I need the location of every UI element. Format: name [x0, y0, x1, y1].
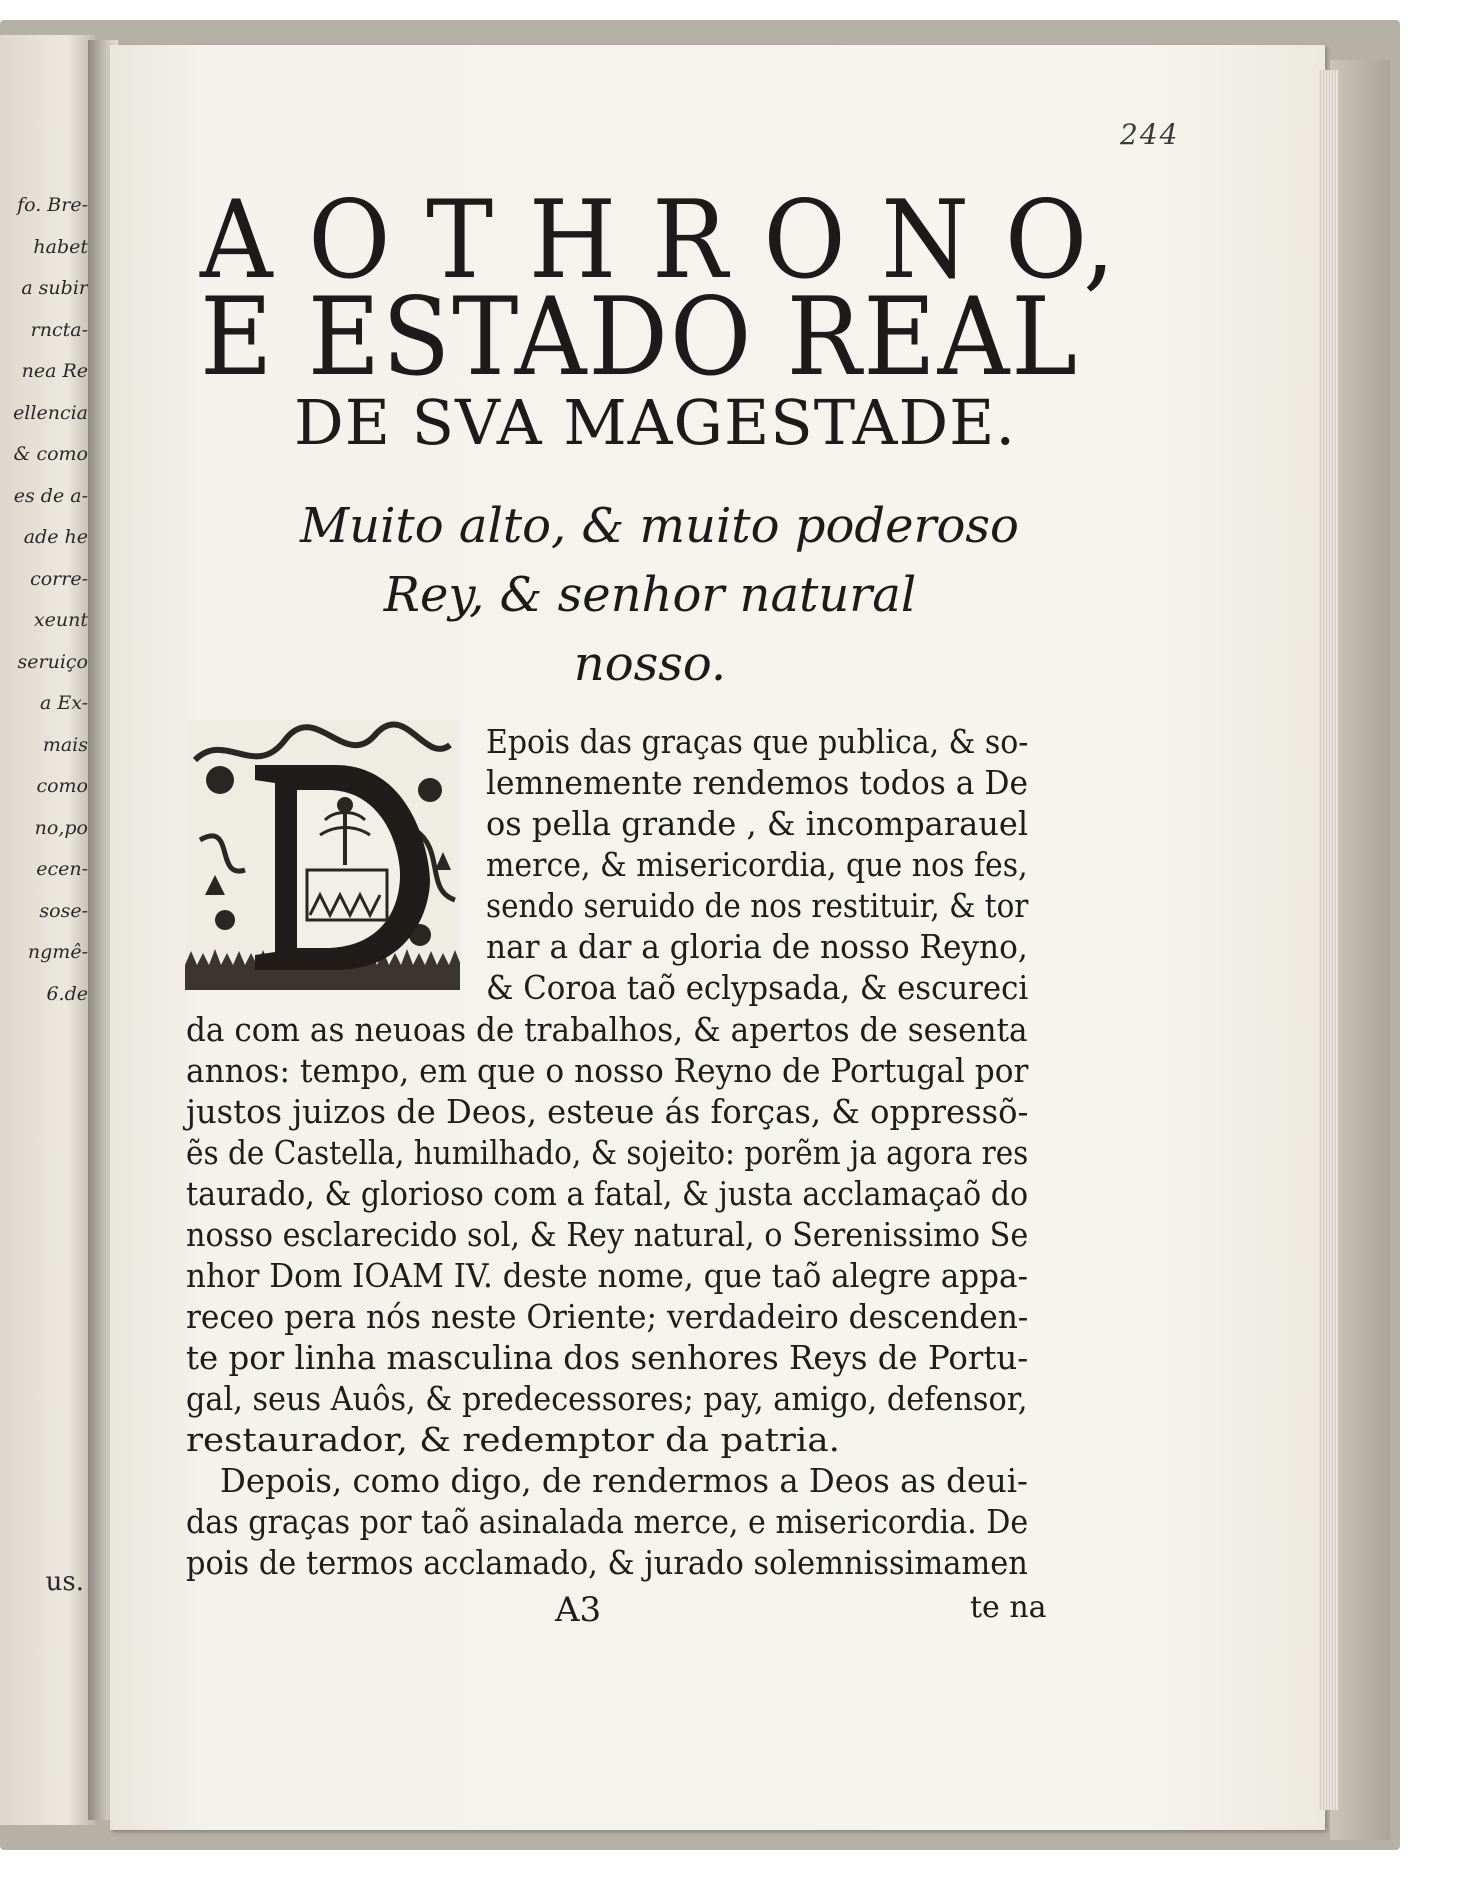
text-line: annos: tempo, em que o nosso Reyno de Portugal por: [186, 1051, 1029, 1090]
margin-word: es de a-: [13, 484, 88, 507]
text-line: receo pera nós neste Oriente; verdadeiro descenden-: [186, 1297, 1029, 1336]
text-line: taurado, & glorioso com a fatal, & justa acclamaçaõ do: [186, 1174, 1029, 1213]
text-line: & Coroa taõ eclypsada, & escureci: [486, 968, 1029, 1007]
margin-word: ellencia: [13, 401, 88, 424]
text-line: merce, & misericordia, que nos fes,: [486, 845, 1028, 884]
margin-word: fo. Bre-: [17, 194, 88, 216]
salutation-line: Rey, & senhor natural: [383, 567, 917, 623]
text-line: Epois das graças que publica, & so-: [486, 722, 1029, 761]
text-line: os pella grande , & incomparauel: [486, 804, 1029, 843]
margin-word: ecen-: [36, 858, 88, 880]
text-line: justos juizos de Deos, esteue ás forças, & oppressõ-: [186, 1092, 1029, 1131]
margin-word: rncta-: [30, 318, 88, 341]
margin-word: como: [36, 775, 88, 797]
text-line: lemnemente rendemos todos a De: [486, 763, 1029, 802]
margin-word: a subir: [21, 277, 88, 299]
catchword: te na: [970, 1590, 1047, 1625]
margin-word: no,po: [34, 816, 88, 839]
text-line: nar a dar a gloria de nosso Reyno,: [486, 927, 1028, 966]
title-line-3: DE SVA MAGESTADE.: [294, 386, 1017, 459]
text-line: nhor Dom IOAM IV. deste nome, que taõ alegre appa-: [186, 1256, 1028, 1295]
text-line: da com as neuoas de trabalhos, & apertos de sesenta: [186, 1010, 1028, 1049]
salutation: [300, 492, 1019, 699]
margin-word: nea Re: [21, 360, 88, 382]
margin-word: ngmê-: [27, 941, 88, 963]
margin-word: 6.de: [46, 982, 88, 1005]
salutation-line: Muito alto, & muito poderoso: [300, 498, 1019, 554]
text-line: Depois, como digo, de rendermos a Deos as deui-: [220, 1461, 1028, 1500]
text-line: sendo seruido de nos restituir, & tor: [486, 886, 1029, 925]
margin-word: sose-: [39, 899, 88, 922]
text-line: te por linha masculina dos senhores Reys de Portu-: [186, 1338, 1029, 1377]
margin-word: ade he: [23, 526, 88, 548]
margin-word: habet: [33, 235, 88, 258]
text-line: pois de termos acclamado, & jurado solemnissimamen: [186, 1543, 1028, 1582]
margin-word: seruiço: [17, 650, 88, 673]
text-line: restaurador, & redemptor da patria.: [186, 1420, 840, 1459]
margin-word: mais: [42, 733, 88, 756]
decorated-initial: [185, 720, 460, 990]
margin-word: & como: [13, 443, 88, 465]
text-line: nosso esclarecido sol, & Rey natural, o Serenissimo Se: [186, 1215, 1029, 1254]
signature-mark: A3: [555, 1590, 602, 1630]
cover-edge: [1330, 60, 1390, 1840]
text-line: ẽs de Castella, humilhado, & sojeito: porẽm ja agora res: [186, 1133, 1029, 1172]
title-line-1: A O T H R O N O,: [200, 178, 1117, 303]
woodcut-initial-icon: [185, 720, 460, 990]
left-page: [0, 35, 95, 1825]
margin-word: xeunt: [33, 609, 88, 631]
left-page-text-fragments: [2, 185, 88, 1015]
margin-word: a Ex-: [39, 692, 88, 714]
salutation-line: nosso.: [573, 636, 727, 692]
title-line-2: E ESTADO REAL: [200, 275, 1080, 400]
folio-number: 244: [1120, 118, 1180, 151]
text-line: das graças por taõ asinalada merce, e misericordia. De: [186, 1502, 1029, 1541]
margin-word: corre-: [30, 567, 88, 590]
text-line: gal, seus Auôs, & predecessores; pay, amigo, defensor,: [186, 1379, 1028, 1418]
left-page-last-fragment: us.: [45, 1567, 84, 1597]
page-stack-edge: [1318, 70, 1338, 1810]
